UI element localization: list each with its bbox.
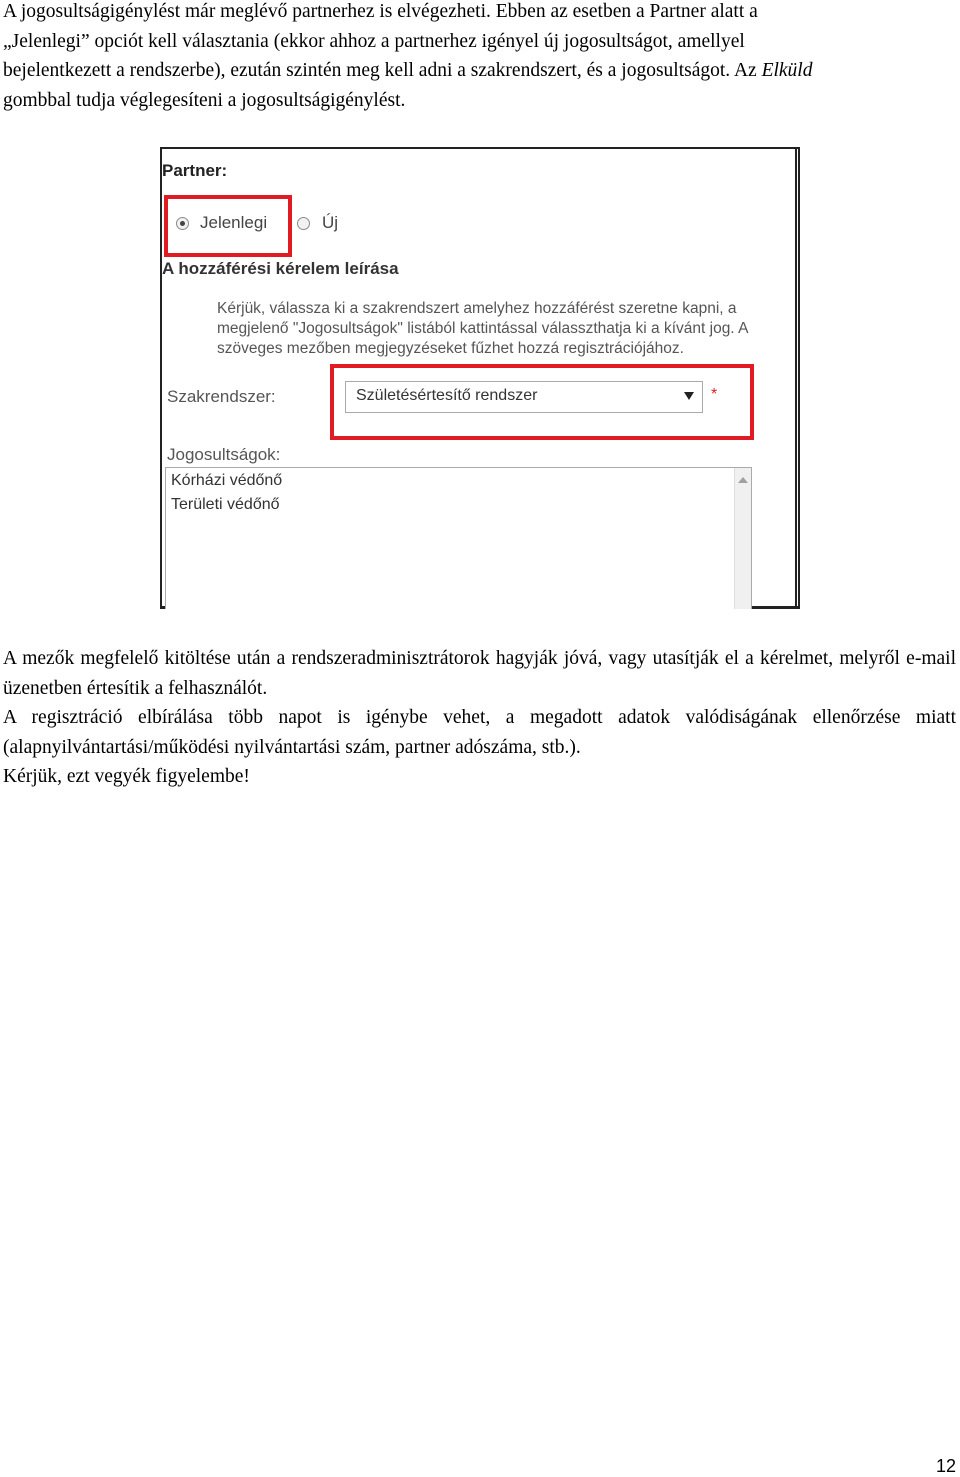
intro-line-2: „Jelenlegi” opciót kell választania (ekkor ahhoz a partnerhez igényel új jogosultságot, amellyel [3, 30, 745, 52]
listbox-scrollbar[interactable] [734, 468, 751, 609]
required-asterisk: * [711, 386, 718, 403]
radio-current-partner[interactable] [176, 217, 189, 230]
list-item[interactable]: Területi védőnő [171, 496, 280, 513]
jogosultsagok-label: Jogosultságok: [167, 445, 281, 464]
szakrendszer-selected-value: Születésértesítő rendszer [356, 387, 538, 404]
intro-line-4: gombbal tudja véglegesíteni a jogosultságigénylést. [3, 89, 406, 111]
elkuld-emphasis: Elküld [761, 60, 813, 81]
list-item[interactable]: Kórházi védőnő [171, 472, 283, 489]
partner-label: Partner: [162, 161, 228, 180]
radio-new-label: Új [322, 213, 339, 232]
section-description: Kérjük, válassza ki a szakrendszert amelyhez hozzáférést szeretne kapni, a megjelenő "Jogosultságok" listából kattintással válasszthatja ki a kívánt jog. A szöveges mezőben megjegyzéseket fűzhet hozzá regisztrációjához. [217, 300, 748, 357]
section-title: A hozzáférési kérelem leírása [162, 259, 399, 278]
page-number: 12 [935, 1456, 956, 1476]
scroll-up-arrow-icon[interactable] [738, 477, 748, 483]
intro-paragraph [3, 0, 956, 115]
approval-paragraph: A mezők megfelelő kitöltése után a rendszeradminisztrátorok hagyják jóvá, vagy utasítják el a kérelmet, melyről e-mail üzenetben értesítik a felhasználót. [3, 648, 956, 699]
closing-paragraph: Kérjük, ezt vegyék figyelembe! [3, 766, 250, 787]
intro-line-1: A jogosultságigénylést már meglévő partnerhez is elvégezheti. Ebben az esetben a Partner alatt a [3, 1, 758, 22]
jogosultsagok-listbox[interactable] [165, 467, 752, 609]
szakrendszer-select[interactable] [345, 381, 703, 413]
figure-right-border [795, 149, 800, 606]
szakrendszer-label: Szakrendszer: [167, 387, 276, 406]
screenshot-figure [160, 147, 800, 609]
intro-line-3: bejelentkezett a rendszerbe), ezután szintén meg kell adni a szakrendszert, és a jogosultságot. Az [3, 60, 762, 81]
radio-current-label: Jelenlegi [200, 213, 268, 232]
chevron-down-icon[interactable] [684, 392, 694, 400]
radio-new-partner[interactable] [297, 217, 310, 230]
review-time-paragraph: A regisztráció elbírálása több napot is igénybe vehet, a megadott adatok valódiságának ellenőrzése miatt (alapnyilvántartási/működési nyilvántartási szám, partner adószáma, stb.). [3, 707, 956, 758]
